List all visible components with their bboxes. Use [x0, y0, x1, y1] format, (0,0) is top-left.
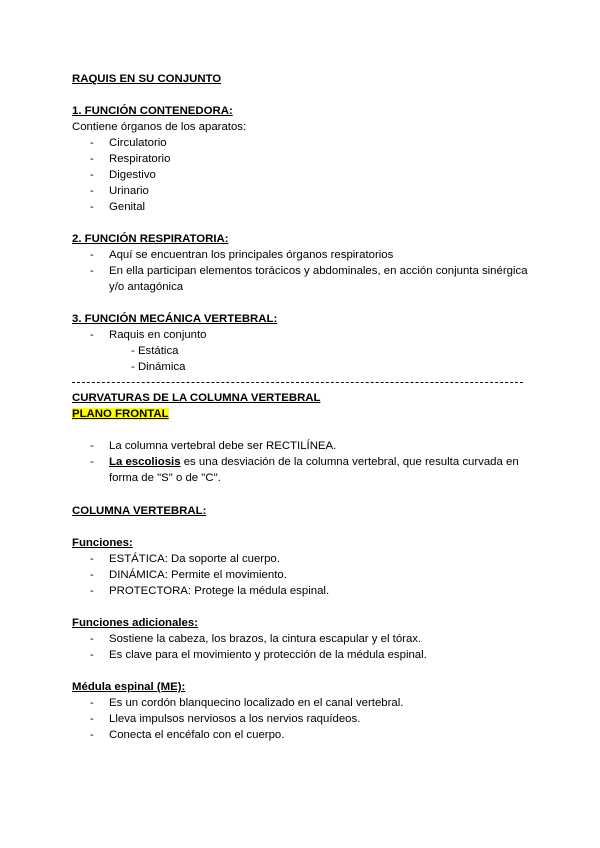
list-item-text: es una desviación de la columna vertebral, que resulta curvada en forma de "S" o de "C". [109, 456, 519, 484]
document-title: RAQUIS EN SU CONJUNTO [72, 73, 222, 85]
term-escoliosis: La escoliosis [109, 456, 181, 468]
section-heading: Funciones adicionales: [72, 617, 198, 629]
list-item-text: Digestivo [109, 169, 156, 181]
section-heading: COLUMNA VERTEBRAL: [72, 505, 207, 517]
list-item-text: DINÁMICA: Permite el movimiento. [109, 569, 287, 581]
list-item: - Urinario [72, 183, 528, 199]
list-item-text: Circulatorio [109, 137, 167, 149]
list-item: - PROTECTORA: Protege la médula espinal. [72, 583, 528, 599]
list-item: - Aquí se encuentran los principales órganos respiratorios [72, 247, 528, 263]
list-item: - ESTÁTICA: Da soporte al cuerpo. [72, 551, 528, 567]
list-item-text: ESTÁTICA: Da soporte al cuerpo. [109, 553, 280, 565]
section-heading: 1. FUNCIÓN CONTENEDORA: [72, 105, 233, 117]
list-item: - Lleva impulsos nerviosos a los nervios raquídeos. [72, 711, 528, 727]
list-item: - Digestivo [72, 167, 528, 183]
section-funciones [72, 535, 528, 599]
section-curvaturas [72, 390, 528, 486]
list-item: - Sostiene la cabeza, los brazos, la cintura escapular y el tórax. [72, 631, 528, 647]
list-item: - La escoliosis es una desviación de la columna vertebral, que resulta curvada en forma de "S" o de "C". [90, 456, 519, 484]
section-funcion-respiratoria [72, 231, 528, 295]
list-item-text: PROTECTORA: Protege la médula espinal. [109, 585, 330, 597]
list-item-text: Lleva impulsos nerviosos a los nervios raquídeos. [109, 713, 361, 725]
section-funcion-mecanica [72, 311, 528, 375]
list-item-text: Sostiene la cabeza, los brazos, la cintura escapular y el tórax. [109, 633, 422, 645]
list-item: - Circulatorio [72, 135, 528, 151]
list-item-text: Es clave para el movimiento y protección de la médula espinal. [109, 649, 427, 661]
sub-list-item: - Estática [131, 345, 179, 357]
list-item: - Genital [72, 199, 528, 215]
list-item: - Conecta el encéfalo con el cuerpo. [72, 727, 528, 743]
list-item-text: En ella participan elementos torácicos y abdominales, en acción conjunta sinérgica y/o antagónica [109, 265, 528, 293]
section-heading: 2. FUNCIÓN RESPIRATORIA: [72, 233, 229, 245]
list-item-text: Urinario [109, 185, 149, 197]
section-funcion-contenedora [72, 103, 528, 215]
list-item-text: Respiratorio [109, 153, 171, 165]
list-item-text: Es un cordón blanquecino localizado en el canal vertebral. [109, 697, 404, 709]
list-item: - La columna vertebral debe ser RECTILÍNEA. [72, 438, 528, 454]
section-heading: 3. FUNCIÓN MECÁNICA VERTEBRAL: [72, 313, 278, 325]
sub-list-item: - Dinámica [131, 361, 186, 373]
list-item: - En ella participan elementos torácicos y abdominales, en acción conjunta sinérgica y/o antagónica [90, 265, 528, 293]
list-item: - Es clave para el movimiento y protección de la médula espinal. [72, 647, 528, 663]
list-item-text: Conecta el encéfalo con el cuerpo. [109, 729, 285, 741]
list-item-text: Genital [109, 201, 146, 213]
section-columna-vertebral [72, 503, 528, 519]
list-item-text: Aquí se encuentran los principales órganos respiratorios [109, 249, 394, 261]
list-item: - Respiratorio [72, 151, 528, 167]
section-heading: Funciones: [72, 537, 133, 549]
list-item: - DINÁMICA: Permite el movimiento. [72, 567, 528, 583]
section-intro: Contiene órganos de los aparatos: [72, 121, 247, 133]
document-title-block [72, 71, 528, 87]
dashed-divider [72, 382, 523, 383]
list-item: - Raquis en conjunto [72, 327, 528, 343]
highlighted-subheading: PLANO FRONTAL [72, 408, 169, 420]
list-item-text: Raquis en conjunto [109, 329, 207, 341]
section-funciones-adicionales [72, 615, 528, 663]
section-heading: CURVATURAS DE LA COLUMNA VERTEBRAL [72, 392, 321, 404]
list-item: - Es un cordón blanquecino localizado en el canal vertebral. [72, 695, 528, 711]
section-heading: Médula espinal (ME): [72, 681, 186, 693]
section-medula-espinal [72, 679, 528, 743]
list-item-text: La columna vertebral debe ser RECTILÍNEA. [109, 440, 337, 452]
